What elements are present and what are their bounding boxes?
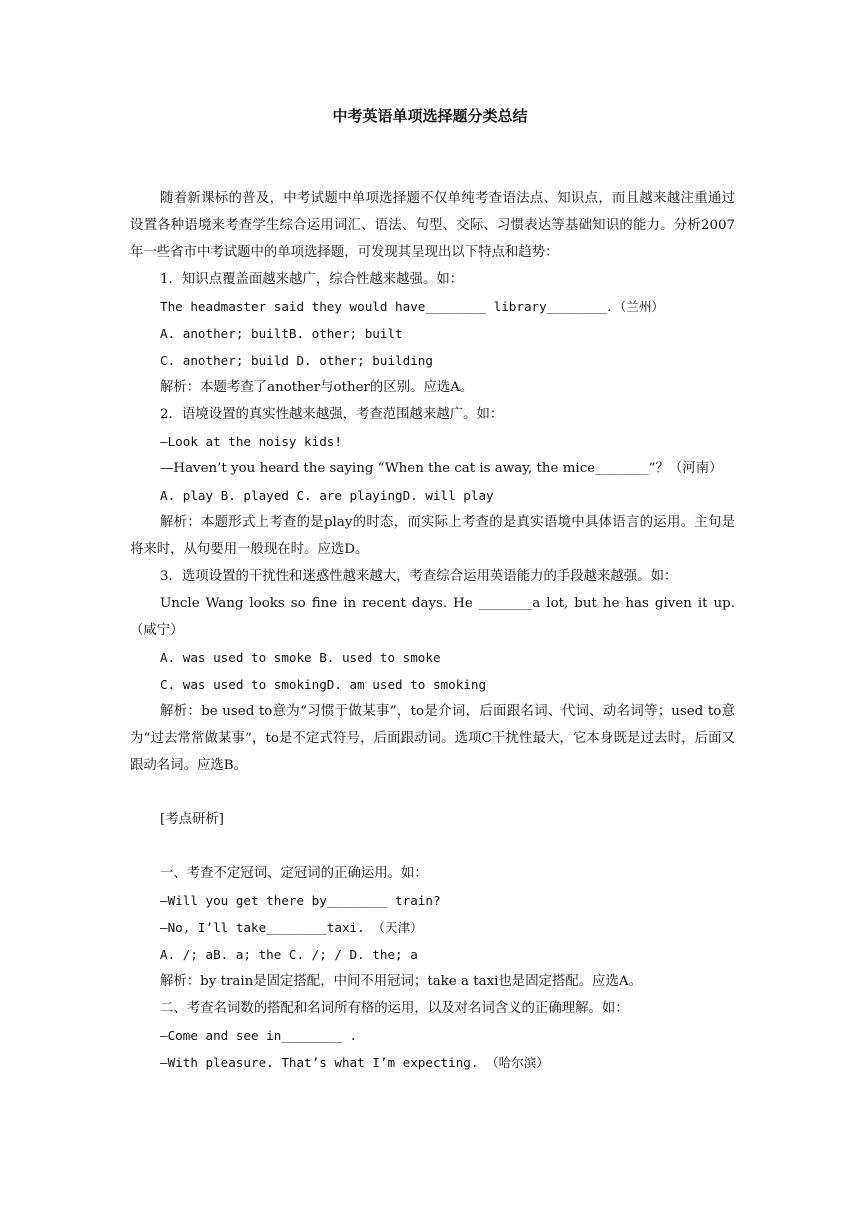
trend-1-analysis: 解析：本题考查了another与other的区别。应选A。	[160, 380, 474, 395]
point-2-heading: 二、考查名词数的搭配和名词所有格的运用，以及对名词含义的正确理解。如：	[160, 1001, 629, 1016]
point-1-dialogue-line: —No, I’ll take________taxi. （天津）	[160, 920, 423, 935]
trend-2-option-line: A. play B. played C. are playingD. will play	[160, 488, 494, 503]
trend-2-analysis: 解析：本题形式上考查的是play的时态，而实际上考查的是真实语境中具体语言的运用。主句是将来时，从句要用一般现在时。应选D。	[130, 515, 735, 557]
point-1-heading: 一、考查不定冠词、定冠词的正确运用。如：	[160, 866, 428, 881]
point-2-dialogue-line: —Come and see in________ .	[160, 1028, 358, 1043]
trend-1-option-line: A. another; builtB. other; built	[160, 326, 403, 341]
trend-2-dialogue-line: —Haven’t you heard the saying “When the cat is away, the mice________”？（河南）	[160, 461, 723, 476]
section-label: [考点研析]	[160, 812, 225, 827]
trend-1-question: The headmaster said they would have________ library________．（兰州）	[160, 299, 665, 314]
trend-3-heading: 3．选项设置的干扰性和迷惑性越来越大，考查综合运用英语能力的手段越来越强。如：	[160, 569, 678, 584]
spacer	[160, 779, 735, 806]
document-title: 中考英语单项选择题分类总结	[332, 107, 528, 125]
point-1-options: A. /; aB. a; the C. /; / D. the; a	[160, 947, 418, 962]
trend-3-option-line: C. was used to smokingD. am used to smoking	[160, 677, 487, 692]
document-body	[130, 185, 735, 1076]
intro-paragraph: 随着新课标的普及，中考试题中单项选择题不仅单纯考查语法点、知识点，而且越来越注重通过设置各种语境来考查学生综合运用词汇、语法、句型、交际、习惯表达等基础知识的能力。分析2007年一些省市中考试题中的单项选择题，可发现其呈现出以下特点和趋势：	[130, 191, 735, 260]
trend-1-heading: 1．知识点覆盖面越来越广，综合性越来越强。如：	[160, 272, 464, 287]
trend-1-option-line: C. another; build D. other; building	[160, 353, 433, 368]
spacer	[160, 833, 735, 860]
point-1-analysis: 解析：by train是固定搭配，中间不用冠词；take a taxi也是固定搭配。应选A。	[160, 974, 642, 989]
trend-2-heading: 2．语境设置的真实性越来越强，考查范围越来越广。如：	[160, 407, 504, 422]
point-2-dialogue-line: —With pleasure. That’s what I’m expecting. （哈尔滨）	[160, 1055, 549, 1070]
trend-2-dialogue-line: —Look at the noisy kids!	[160, 434, 342, 449]
trend-3-question: Uncle Wang looks so fine in recent days. He ________a lot, but he has given it up. （咸宁）	[130, 596, 735, 638]
trend-3-analysis: 解析：be used to意为“习惯于做某事”，to是介词，后面跟名词、代词、动名词等；used to意为“过去常常做某事”，to是不定式符号，后面跟动词。选项C干扰性最大，它本身既是过去时，后面又跟动名词。应选B。	[130, 704, 735, 773]
trend-3-option-line: A. was used to smoke B. used to smoke	[160, 650, 441, 665]
point-1-dialogue-line: —Will you get there by________ train?	[160, 893, 441, 908]
